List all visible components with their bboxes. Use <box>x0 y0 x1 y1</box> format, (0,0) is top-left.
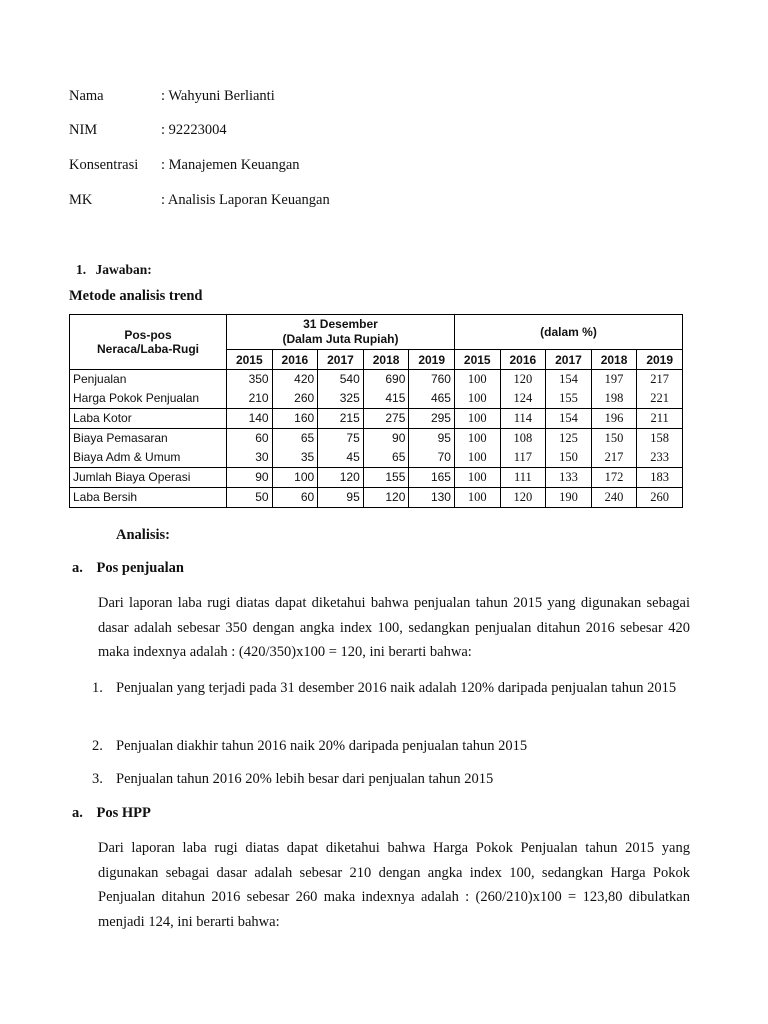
percent-cell <box>454 429 500 468</box>
value: 165 <box>430 470 451 484</box>
value: 120 <box>385 490 406 504</box>
percent: 217 <box>604 450 624 464</box>
percent: 154 <box>559 411 578 425</box>
percent: 100 <box>467 372 487 386</box>
percent: 211 <box>650 411 669 425</box>
value: 95 <box>437 431 451 445</box>
value: 65 <box>392 450 406 464</box>
percent-cell <box>500 409 546 429</box>
group-header-line: 31 Desember <box>303 317 378 331</box>
value-cell <box>409 488 455 508</box>
col-header-pos <box>70 315 227 370</box>
value-cell <box>409 429 455 468</box>
percent: 100 <box>467 411 487 425</box>
value: 60 <box>255 431 269 445</box>
percent: 108 <box>513 431 533 445</box>
col-header-line: Pos-pos <box>124 328 172 342</box>
col-header-line: Neraca/Laba-Rugi <box>96 342 200 356</box>
value: 95 <box>346 490 360 504</box>
value-cell <box>272 429 318 468</box>
value: 260 <box>294 391 315 405</box>
percent-cell <box>454 370 500 409</box>
percent-cell <box>500 488 546 508</box>
year-header: 2016 <box>272 350 318 370</box>
row-label: Harga Pokok Penjualan <box>73 391 200 405</box>
row-label-cell <box>70 409 227 429</box>
value: 760 <box>430 372 451 386</box>
percent: 100 <box>467 470 487 484</box>
value: 90 <box>392 431 406 445</box>
percent: 221 <box>650 391 670 405</box>
value: 160 <box>294 411 315 425</box>
value-cell <box>227 488 273 508</box>
info-label: MK <box>69 192 93 208</box>
analysis-title: Analisis: <box>116 527 170 543</box>
value: 415 <box>385 391 406 405</box>
value: 325 <box>339 391 360 405</box>
section-number: 1. <box>76 262 87 277</box>
value-cell <box>318 429 364 468</box>
value: 35 <box>300 450 315 464</box>
percent: 198 <box>604 391 624 405</box>
value: 70 <box>437 450 451 464</box>
list-number: 2. <box>92 738 103 754</box>
year-header: 2015 <box>227 350 273 370</box>
percent: 217 <box>650 372 670 386</box>
list-text: Penjualan yang terjadi pada 31 desember 2016 naik adalah 120% daripada penjualan tahun 2015 <box>116 680 677 696</box>
percent-cell <box>500 429 546 468</box>
percent: 114 <box>513 411 532 425</box>
info-value: : Manajemen Keuangan <box>161 157 300 173</box>
value: 350 <box>248 372 269 386</box>
year-header: 2017 <box>318 350 364 370</box>
value-cell <box>318 409 364 429</box>
value: 540 <box>339 372 360 386</box>
percent-cell <box>637 409 683 429</box>
row-label: Biaya Adm & Umum <box>73 450 181 464</box>
value: 120 <box>339 470 360 484</box>
percent: 172 <box>604 470 624 484</box>
value: 75 <box>346 431 360 445</box>
percent-cell <box>546 488 592 508</box>
table-body <box>70 370 683 508</box>
table-row <box>70 409 683 429</box>
value: 465 <box>430 391 451 405</box>
percent: 158 <box>650 431 670 445</box>
row-label-cell <box>70 468 227 488</box>
value: 690 <box>385 372 406 386</box>
percent: 190 <box>559 490 578 504</box>
value: 215 <box>339 411 360 425</box>
list-text: Penjualan diakhir tahun 2016 naik 20% daripada penjualan tahun 2015 <box>116 738 528 754</box>
year-header: 2018 <box>591 350 637 370</box>
list-number: 3. <box>92 771 103 787</box>
sub-heading-letter: a. <box>72 560 83 576</box>
percent-cell <box>546 409 592 429</box>
value-cell <box>227 370 273 409</box>
list-text: Penjualan tahun 2016 20% lebih besar dari penjualan tahun 2015 <box>116 771 494 787</box>
percent-cell <box>591 468 637 488</box>
row-label: Laba Kotor <box>73 411 132 425</box>
year-header: 2019 <box>409 350 455 370</box>
info-value: : Wahyuni Berlianti <box>161 88 275 104</box>
percent-cell <box>591 488 637 508</box>
year-header: 2016 <box>500 350 546 370</box>
value: 155 <box>385 470 406 484</box>
row-label-cell <box>70 370 227 409</box>
row-label-cell <box>70 429 227 468</box>
value-cell <box>363 468 409 488</box>
value: 60 <box>300 490 315 504</box>
percent: 100 <box>467 431 487 445</box>
percent: 100 <box>467 490 487 504</box>
table-row <box>70 370 683 409</box>
value-cell <box>227 429 273 468</box>
table-row <box>70 488 683 508</box>
percent-cell <box>454 468 500 488</box>
percent: 120 <box>513 372 533 386</box>
value-cell <box>363 409 409 429</box>
percent: 197 <box>604 372 624 386</box>
info-label: NIM <box>69 122 98 138</box>
row-label: Laba Bersih <box>73 490 138 504</box>
value-cell <box>227 409 273 429</box>
percent: 196 <box>604 411 624 425</box>
info-value: : Analisis Laporan Keuangan <box>161 192 330 208</box>
percent-cell <box>546 429 592 468</box>
percent-cell <box>546 468 592 488</box>
sub-heading-hpp <box>72 805 151 822</box>
value-cell <box>272 468 318 488</box>
percent-cell <box>637 488 683 508</box>
row-label: Biaya Pemasaran <box>73 431 168 445</box>
percent-cell <box>591 409 637 429</box>
value-cell <box>318 488 364 508</box>
percent-cell <box>591 429 637 468</box>
row-label: Penjualan <box>73 372 127 386</box>
value-cell <box>227 468 273 488</box>
value: 65 <box>300 431 315 445</box>
value: 130 <box>430 490 451 504</box>
percent: 150 <box>559 450 578 464</box>
value: 50 <box>255 490 269 504</box>
value: 90 <box>255 470 269 484</box>
group-header-pct: (dalam %) <box>454 315 682 350</box>
percent: 100 <box>467 450 487 464</box>
percent-cell <box>454 409 500 429</box>
sub-heading-penjualan <box>72 560 184 577</box>
percent: 260 <box>650 490 670 504</box>
section-title: Jawaban: <box>95 262 152 277</box>
info-label: Konsentrasi <box>69 157 139 173</box>
group-header-line: (Dalam Juta Rupiah) <box>282 332 399 346</box>
percent: 111 <box>513 470 532 484</box>
list-number: 1. <box>92 680 103 696</box>
value: 295 <box>430 411 451 425</box>
value: 30 <box>255 450 269 464</box>
value: 420 <box>294 372 315 386</box>
sub-heading-letter: a. <box>72 805 83 821</box>
sub-heading-title: Pos HPP <box>96 805 151 821</box>
value-cell <box>409 370 455 409</box>
percent-cell <box>500 468 546 488</box>
table-row <box>70 468 683 488</box>
year-header: 2017 <box>546 350 592 370</box>
value: 45 <box>346 450 360 464</box>
percent: 124 <box>513 391 533 405</box>
percent: 240 <box>604 490 624 504</box>
value: 275 <box>385 411 406 425</box>
percent: 150 <box>604 431 624 445</box>
section-subtitle: Metode analisis trend <box>69 288 203 304</box>
year-header: 2018 <box>363 350 409 370</box>
percent-cell <box>637 468 683 488</box>
percent-cell <box>500 370 546 409</box>
value: 140 <box>248 411 269 425</box>
percent-cell <box>637 429 683 468</box>
section-heading <box>76 262 152 278</box>
value-cell <box>363 429 409 468</box>
percent-cell <box>546 370 592 409</box>
percent-cell <box>637 370 683 409</box>
percent: 155 <box>559 391 578 405</box>
percent-cell <box>591 370 637 409</box>
value: 100 <box>294 470 315 484</box>
value-cell <box>318 370 364 409</box>
percent: 133 <box>559 470 578 484</box>
row-label: Jumlah Biaya Operasi <box>73 470 191 484</box>
info-label: Nama <box>69 88 104 104</box>
value-cell <box>363 488 409 508</box>
group-header-values <box>227 315 455 350</box>
value-cell <box>272 488 318 508</box>
value-cell <box>272 409 318 429</box>
value-cell <box>272 370 318 409</box>
percent: 120 <box>513 490 533 504</box>
value-cell <box>409 409 455 429</box>
percent: 233 <box>650 450 670 464</box>
value-cell <box>409 468 455 488</box>
paragraph-penjualan: Dari laporan laba rugi diatas dapat diketahui bahwa penjualan tahun 2015 yang digunakan sebagai dasar adalah sebesar 350 dengan angka index 100, sedangkan penjualan ditahun 2016 sebesar 420 maka indexnya adalah : (420/350)x100 = 120, ini berarti bahwa: <box>98 595 690 660</box>
percent-cell <box>454 488 500 508</box>
percent: 100 <box>467 391 487 405</box>
trend-table <box>69 314 683 508</box>
percent: 117 <box>513 450 532 464</box>
percent: 183 <box>650 470 670 484</box>
percent: 154 <box>559 372 578 386</box>
year-header: 2019 <box>637 350 683 370</box>
value-cell <box>318 468 364 488</box>
info-value: : 92223004 <box>161 122 227 138</box>
value: 210 <box>248 391 269 405</box>
year-header: 2015 <box>454 350 500 370</box>
value-cell <box>363 370 409 409</box>
table-row <box>70 429 683 468</box>
paragraph-hpp: Dari laporan laba rugi diatas dapat diketahui bahwa Harga Pokok Penjualan tahun 2015 yang digunakan sebagai dasar adalah sebesar 210 dengan angka index 100, sedangkan Harga Pokok Penjualan ditahun 2016 sebesar 260 maka indexnya adalah : (260/210)x100 = 123,80 dibulatkan menjadi 124, ini berarti bahwa: <box>98 840 690 930</box>
sub-heading-title: Pos penjualan <box>96 560 184 576</box>
row-label-cell <box>70 488 227 508</box>
percent: 125 <box>559 431 578 445</box>
